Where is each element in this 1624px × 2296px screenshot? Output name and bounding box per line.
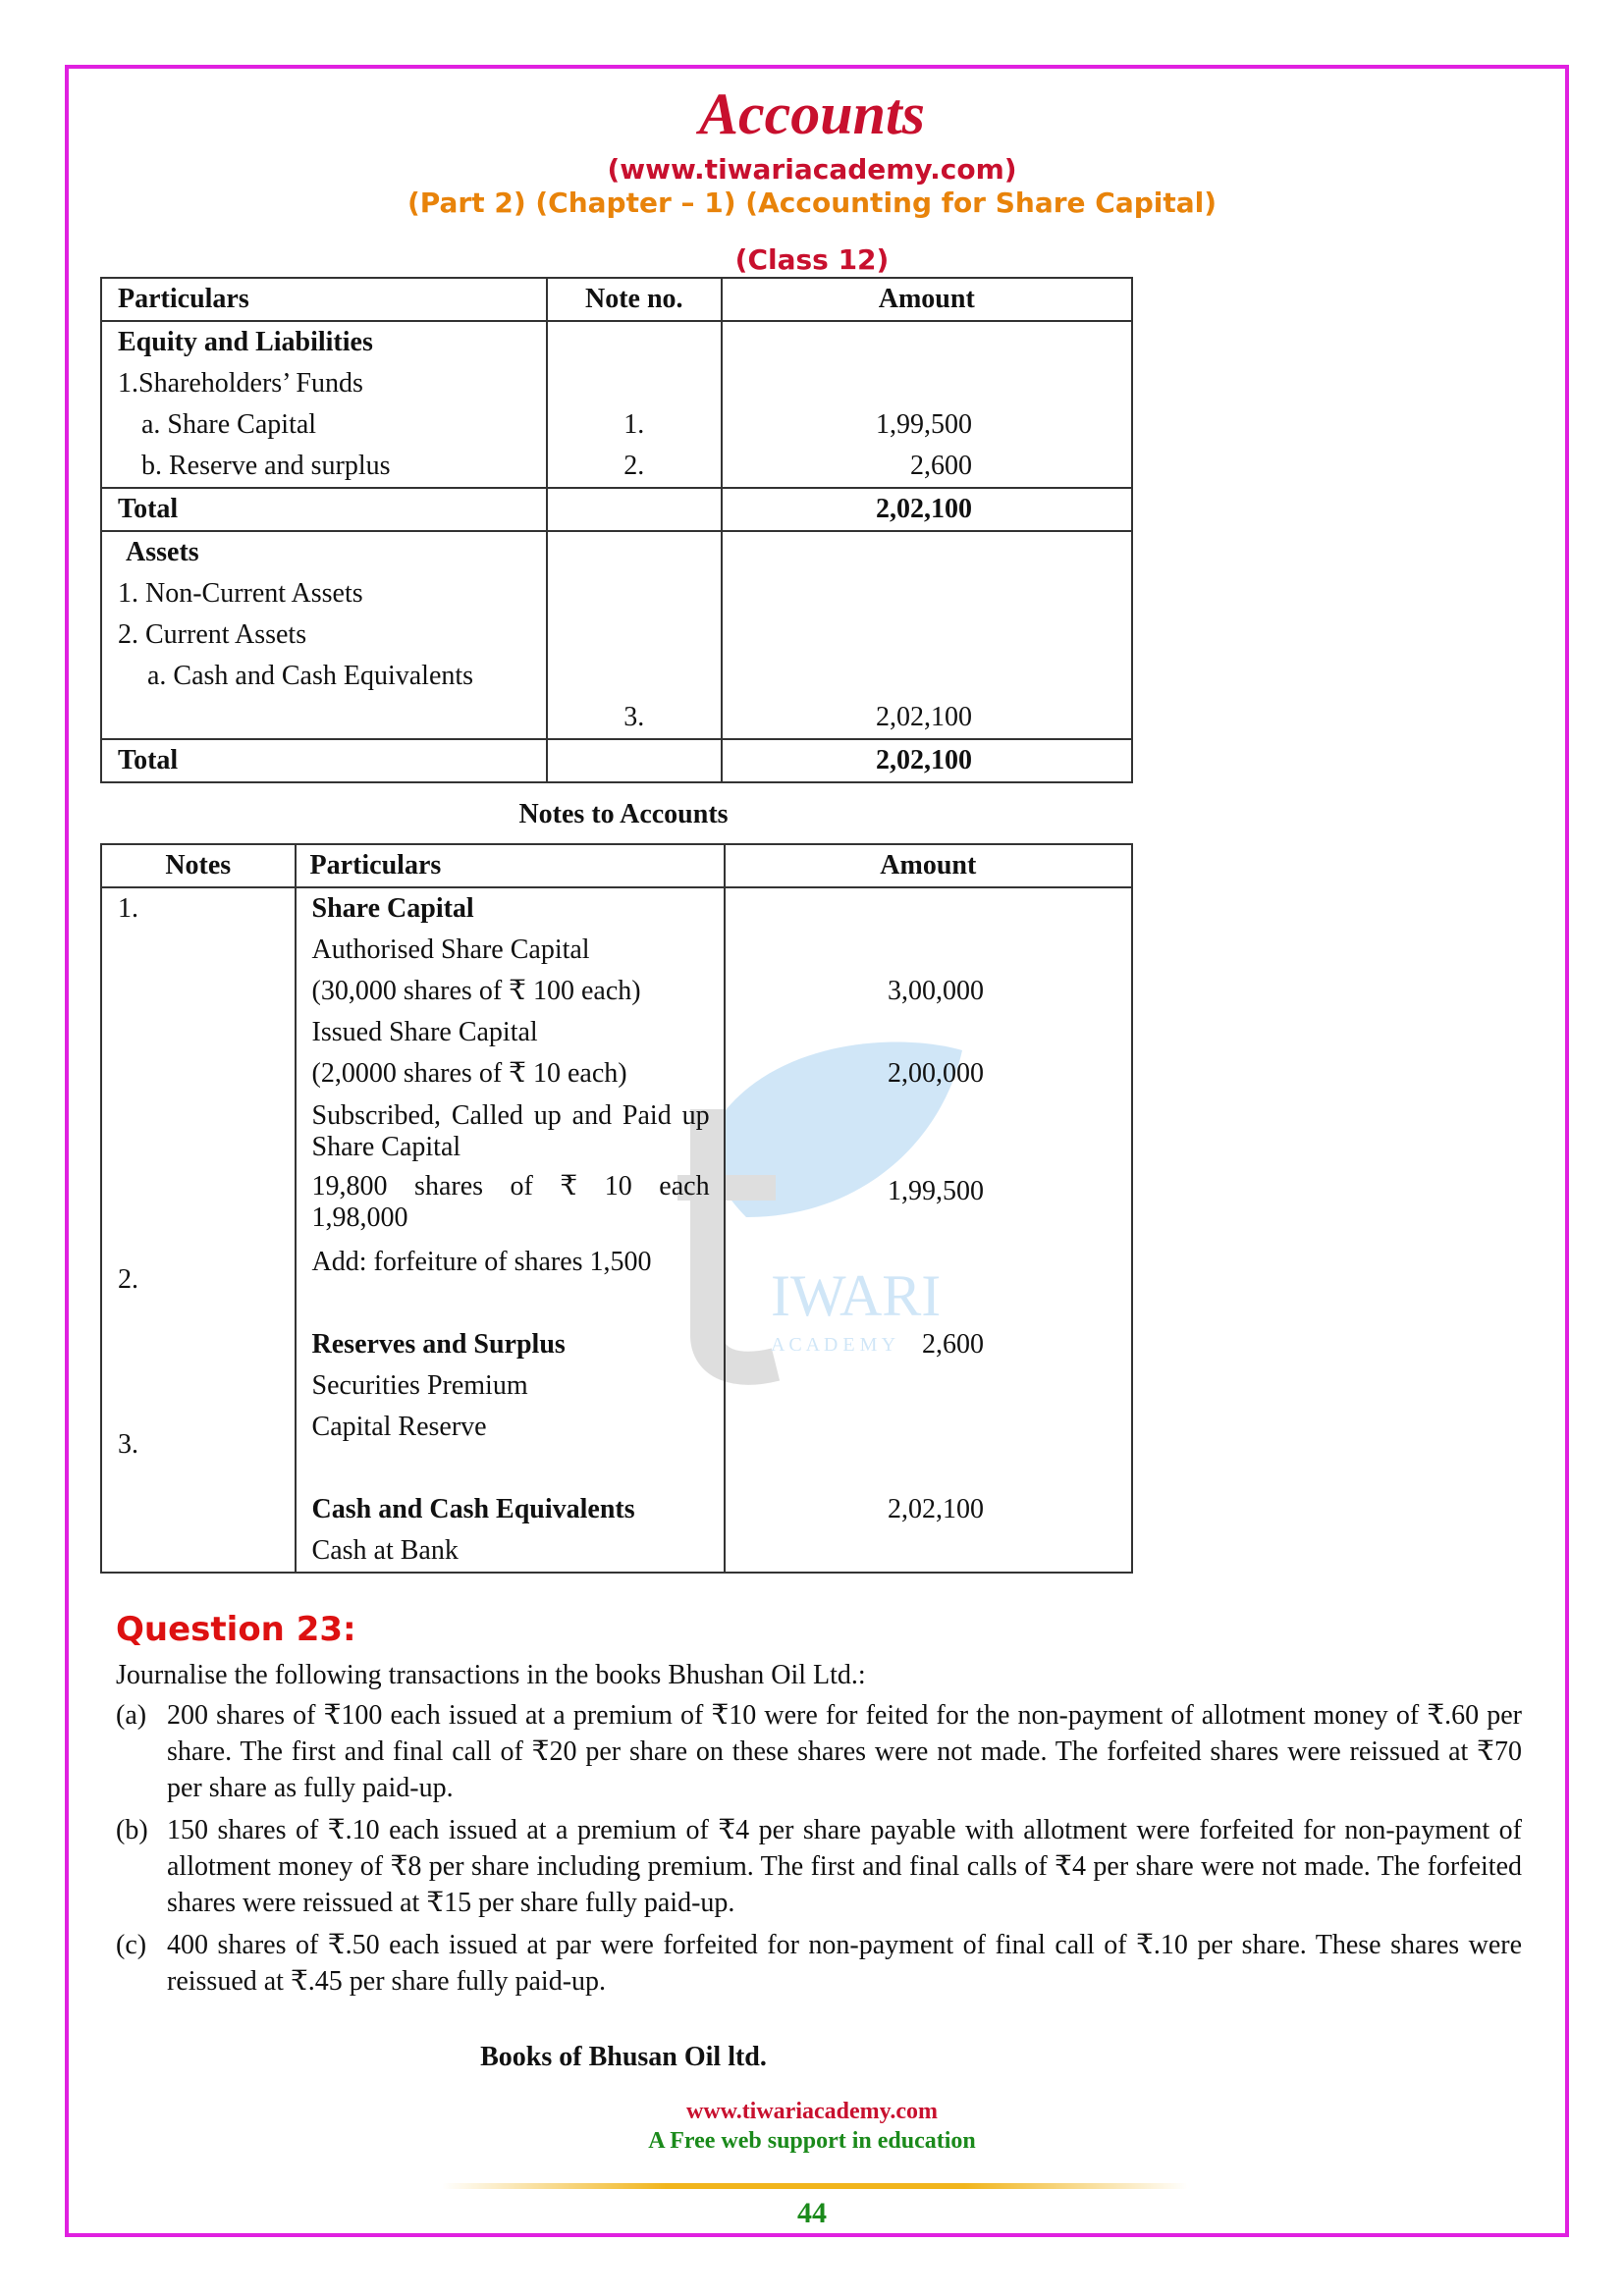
note-number: 2. [118, 1264, 138, 1295]
non-current-assets-label: 1. Non-Current Assets [118, 578, 363, 609]
cash-equivalents-amount: 2,02,100 [876, 702, 972, 732]
share-capital-heading: Share Capital [311, 893, 474, 924]
table-row [101, 887, 1132, 1573]
watermark-subtext: A C A D E M Y [771, 1334, 896, 1356]
total-label: Total [101, 488, 547, 531]
item-text: 400 shares of ₹.50 each issued at par were forfeited for non-payment of final call of ₹.10 per share. These shares were reissued at ₹.45 per share fully paid-up. [167, 1930, 1522, 1997]
table-header-row [101, 844, 1132, 887]
share-capital-amount: 1,99,500 [876, 409, 972, 440]
table-row [101, 488, 1132, 531]
issued-capital-detail: (2,0000 shares of ₹ 10 each) [311, 1058, 627, 1089]
table-row [101, 321, 1132, 488]
header-particulars: Particulars [296, 844, 725, 887]
footer-divider [442, 2183, 1188, 2189]
books-heading: Books of Bhusan Oil ltd. [480, 2042, 767, 2072]
class-label: (Class 12) [734, 243, 890, 276]
equity-liabilities-heading: Equity and Liabilities [118, 327, 373, 357]
header-note-no: Note no. [547, 278, 722, 321]
cash-equivalents-heading: Cash and Cash Equivalents [311, 1494, 635, 1524]
question-item [116, 1927, 1522, 2000]
table-row [101, 739, 1132, 782]
table-header-row [101, 278, 1132, 321]
capital-reserve-label: Capital Reserve [311, 1412, 487, 1442]
authorised-capital-label: Authorised Share Capital [311, 934, 590, 965]
item-label: (a) [116, 1700, 147, 1731]
cash-at-bank-label: Cash at Bank [311, 1535, 459, 1566]
subscribed-capital-label: Subscribed, Called up and Paid up Share Capital [311, 1100, 710, 1162]
note-number: 1. [118, 893, 138, 924]
notes-table [100, 843, 1133, 1574]
page-number: 44 [797, 2197, 827, 2229]
note-number: 3. [118, 1429, 138, 1460]
shareholders-funds-label: 1.Shareholders’ Funds [118, 368, 363, 399]
footer-tagline: A Free web support in education [648, 2128, 976, 2154]
reserves-surplus-amount: 2,600 [922, 1329, 984, 1360]
current-assets-label: 2. Current Assets [118, 619, 307, 650]
question-heading: Question 23: [116, 1610, 356, 1649]
watermark-text: IWARI [771, 1263, 942, 1328]
securities-premium-label: Securities Premium [311, 1370, 528, 1401]
subscribed-capital-detail: 19,800 shares of ₹ 10 each 1,98,000 [311, 1171, 710, 1233]
total-amount: 2,02,100 [722, 488, 1132, 531]
subscribed-capital-amount: 1,99,500 [888, 1176, 984, 1206]
forfeiture-line: Add: forfeiture of shares 1,500 [311, 1247, 652, 1277]
item-label: (c) [116, 1930, 147, 1960]
reserve-surplus-label: b. Reserve and surplus [141, 451, 391, 481]
issued-capital-amount: 2,00,000 [888, 1058, 984, 1089]
notes-to-accounts-title: Notes to Accounts [518, 799, 729, 829]
authorised-capital-amount: 3,00,000 [888, 976, 984, 1006]
question-body [116, 1657, 1522, 2005]
item-label: (b) [116, 1815, 148, 1845]
header-particulars: Particulars [101, 278, 547, 321]
total-amount: 2,02,100 [722, 739, 1132, 782]
question-item [116, 1697, 1522, 1806]
reserve-surplus-note: 2. [623, 451, 645, 481]
header-amount: Amount [725, 844, 1132, 887]
assets-heading: Assets [126, 537, 199, 567]
page-title: Accounts [698, 81, 926, 146]
footer-url[interactable]: www.tiwariacademy.com [686, 2099, 938, 2124]
reserves-surplus-heading: Reserves and Surplus [311, 1329, 566, 1360]
total-label: Total [101, 739, 547, 782]
question-item [116, 1812, 1522, 1921]
cash-equivalents-label: a. Cash and Cash Equivalents [147, 661, 474, 691]
item-text: 200 shares of ₹100 each issued at a premium of ₹10 were for feited for the non-payment of allotment money of ₹.60 per share. The first and final call of ₹20 per share on these shares were not made. The forfeited shares were reissued at ₹70 per share as fully paid-up. [167, 1700, 1522, 1803]
cash-equivalents-note: 3. [623, 702, 645, 732]
item-text: 150 shares of ₹.10 each issued at a premium of ₹4 per share payable with allotment were forfeited for non-payment of allotment money of ₹8 per share including premium. The first and final calls of ₹4 per share were not made. The forfeited shares were reissued at ₹15 per share fully paid-up. [167, 1815, 1522, 1918]
question-intro: Journalise the following transactions in the books Bhushan Oil Ltd.: [116, 1660, 866, 1690]
share-capital-note: 1. [623, 409, 645, 440]
authorised-capital-detail: (30,000 shares of ₹ 100 each) [311, 976, 641, 1006]
reserve-surplus-amount: 2,600 [910, 451, 972, 481]
header-amount: Amount [722, 278, 1132, 321]
site-url: (www.tiwariacademy.com) [607, 153, 1017, 186]
issued-capital-label: Issued Share Capital [311, 1017, 538, 1047]
balance-sheet-table [100, 277, 1133, 783]
share-capital-label: a. Share Capital [141, 409, 317, 440]
header-notes: Notes [101, 844, 296, 887]
cash-equivalents-amount: 2,02,100 [888, 1494, 984, 1524]
table-row [101, 531, 1132, 739]
chapter-subtitle: (Part 2) (Chapter – 1) (Accounting for Share Capital) [406, 187, 1218, 219]
